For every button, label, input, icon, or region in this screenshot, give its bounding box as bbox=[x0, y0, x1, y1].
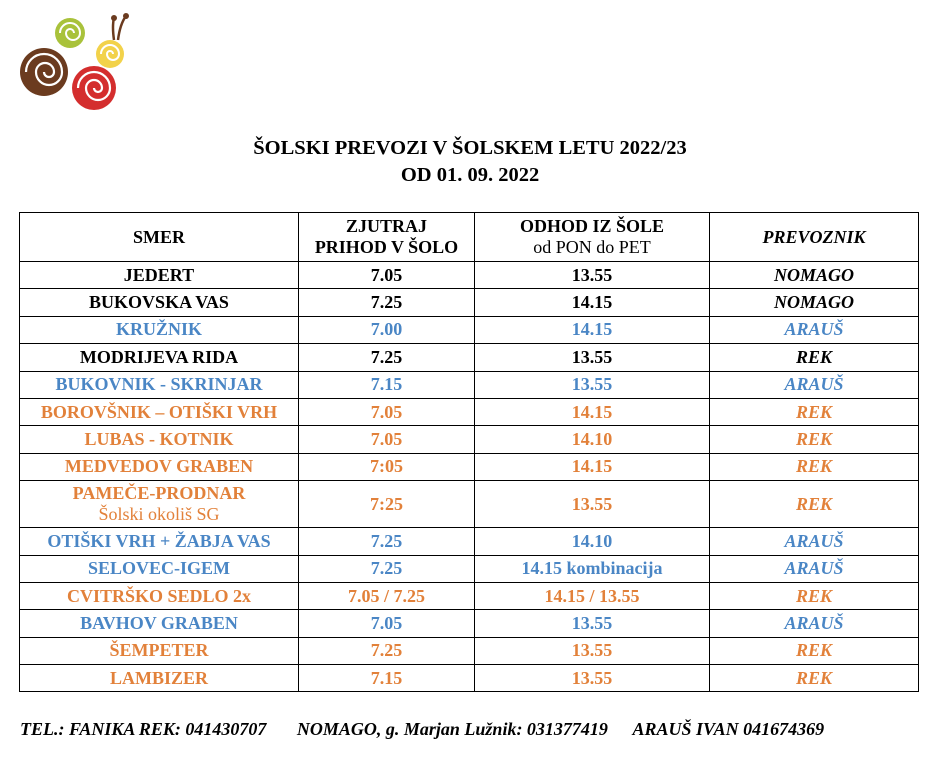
route-cell-text: ŠEMPETER bbox=[109, 640, 209, 661]
route-cell-text: PAMEČE-PRODNAR bbox=[72, 483, 246, 504]
route-cell-text: BUKOVSKA VAS bbox=[89, 292, 229, 313]
departure-cell-text: 14.15 / 13.55 bbox=[544, 585, 640, 606]
snail-spirals-logo-icon bbox=[14, 8, 136, 112]
route-cell-text: JEDERT bbox=[123, 264, 195, 285]
table-header-row bbox=[20, 213, 919, 262]
departure-cell-text: 14.10 bbox=[571, 429, 613, 450]
departure-cell bbox=[475, 610, 710, 637]
departure-cell-text: 13.55 bbox=[571, 374, 613, 395]
route-cell-text: BAVHOV GRABEN bbox=[80, 612, 238, 633]
morning-cell-text: 7:05 bbox=[370, 456, 403, 477]
morning-cell bbox=[299, 316, 475, 343]
carrier-cell bbox=[710, 528, 919, 555]
departure-cell-text: 13.55 bbox=[571, 264, 613, 285]
departure-cell bbox=[475, 555, 710, 582]
morning-cell bbox=[299, 262, 475, 289]
route-cell bbox=[20, 453, 299, 480]
morning-cell bbox=[299, 398, 475, 425]
table-row bbox=[20, 582, 919, 609]
morning-cell-text: 7.25 bbox=[370, 292, 403, 313]
morning-cell-text: 7:25 bbox=[370, 493, 403, 514]
header-smer: SMER bbox=[20, 213, 299, 262]
carrier-cell-text: REK bbox=[795, 667, 833, 688]
morning-cell bbox=[299, 582, 475, 609]
header-morning-line1: ZJUTRAJ bbox=[345, 216, 427, 236]
route-cell-text: BUKOVNIK - SKRINJAR bbox=[55, 374, 263, 395]
carrier-cell bbox=[710, 398, 919, 425]
morning-cell-text: 7.05 bbox=[370, 401, 403, 422]
route-cell bbox=[20, 610, 299, 637]
route-cell bbox=[20, 637, 299, 664]
header-carrier: PREVOZNIK bbox=[710, 213, 919, 262]
carrier-cell-text: REK bbox=[795, 493, 833, 514]
carrier-cell bbox=[710, 610, 919, 637]
header-departure bbox=[475, 213, 710, 262]
morning-cell-text: 7.25 bbox=[370, 346, 403, 367]
departure-cell bbox=[475, 582, 710, 609]
route-cell bbox=[20, 398, 299, 425]
header-morning bbox=[299, 213, 475, 262]
carrier-cell bbox=[710, 453, 919, 480]
table-row bbox=[20, 637, 919, 664]
morning-cell bbox=[299, 426, 475, 453]
footer-contacts bbox=[20, 719, 950, 740]
morning-cell-text: 7.05 bbox=[370, 612, 403, 633]
departure-cell-text: 14.15 kombinacija bbox=[521, 558, 663, 579]
route-cell-text: KRUŽNIK bbox=[115, 319, 202, 340]
morning-cell bbox=[299, 344, 475, 371]
table-row bbox=[20, 610, 919, 637]
route-cell-text: BOROVŠNIK – OTIŠKI VRH bbox=[40, 401, 278, 422]
departure-cell bbox=[475, 316, 710, 343]
departure-cell bbox=[475, 481, 710, 528]
morning-cell-text: 7.05 / 7.25 bbox=[347, 585, 425, 606]
carrier-cell bbox=[710, 371, 919, 398]
table-row bbox=[20, 316, 919, 343]
departure-cell-text: 14.15 bbox=[571, 456, 613, 477]
departure-cell-text: 14.15 bbox=[571, 319, 613, 340]
table-row bbox=[20, 398, 919, 425]
page-subtitle-date: OD 01. 09. 2022 bbox=[400, 164, 540, 186]
morning-cell bbox=[299, 637, 475, 664]
carrier-cell bbox=[710, 637, 919, 664]
carrier-cell-text: ARAUŠ bbox=[784, 319, 844, 340]
route-cell bbox=[20, 344, 299, 371]
route-cell-text: MEDVEDOV GRABEN bbox=[64, 456, 254, 477]
carrier-cell bbox=[710, 316, 919, 343]
table-row bbox=[20, 289, 919, 316]
departure-cell-text: 14.15 bbox=[571, 292, 613, 313]
header-departure-line1: ODHOD IZ ŠOLE bbox=[519, 216, 665, 236]
morning-cell bbox=[299, 610, 475, 637]
table-row bbox=[20, 426, 919, 453]
carrier-cell-text: REK bbox=[795, 401, 833, 422]
table-row bbox=[20, 528, 919, 555]
morning-cell-text: 7.15 bbox=[370, 374, 403, 395]
morning-cell-text: 7.05 bbox=[370, 264, 403, 285]
footer-contact-nomago: NOMAGO, g. Marjan Lužnik: 031377419 bbox=[296, 719, 608, 739]
departure-cell bbox=[475, 453, 710, 480]
page-title: ŠOLSKI PREVOZI V ŠOLSKEM LETU 2022/23 bbox=[253, 137, 687, 159]
route-cell bbox=[20, 555, 299, 582]
morning-cell bbox=[299, 555, 475, 582]
departure-cell bbox=[475, 344, 710, 371]
route-cell-text: LAMBIZER bbox=[109, 667, 208, 688]
departure-cell bbox=[475, 426, 710, 453]
route-cell-text: MODRIJEVA RIDA bbox=[79, 346, 239, 367]
morning-cell bbox=[299, 453, 475, 480]
route-note: Šolski okoliš SG bbox=[98, 504, 220, 525]
departure-cell-text: 14.10 bbox=[571, 530, 613, 551]
departure-cell bbox=[475, 262, 710, 289]
route-cell bbox=[20, 528, 299, 555]
carrier-cell-text: NOMAGO bbox=[773, 264, 854, 285]
departure-cell bbox=[475, 528, 710, 555]
departure-cell-text: 13.55 bbox=[571, 667, 613, 688]
route-cell bbox=[20, 316, 299, 343]
carrier-cell-text: ARAUŠ bbox=[784, 374, 844, 395]
morning-cell bbox=[299, 528, 475, 555]
carrier-cell bbox=[710, 262, 919, 289]
departure-cell bbox=[475, 289, 710, 316]
route-cell-text: CVITRŠKO SEDLO 2x bbox=[66, 585, 252, 606]
header-departure-line2: od PON do PET bbox=[533, 237, 651, 257]
carrier-cell bbox=[710, 289, 919, 316]
footer-contact-araus: ARAUŠ IVAN 041674369 bbox=[632, 719, 825, 739]
departure-cell bbox=[475, 637, 710, 664]
departure-cell-text: 13.55 bbox=[571, 346, 613, 367]
route-cell-text: SELOVEC-IGEM bbox=[87, 558, 231, 579]
departure-cell bbox=[475, 398, 710, 425]
morning-cell-text: 7.25 bbox=[370, 640, 403, 661]
table-row bbox=[20, 371, 919, 398]
route-cell bbox=[20, 371, 299, 398]
header-morning-line2: PRIHOD V ŠOLO bbox=[314, 237, 459, 257]
carrier-cell-text: REK bbox=[795, 346, 833, 367]
morning-cell bbox=[299, 289, 475, 316]
carrier-cell bbox=[710, 582, 919, 609]
schedule-table bbox=[19, 212, 919, 692]
departure-cell-text: 14.15 bbox=[571, 401, 613, 422]
table-row bbox=[20, 665, 919, 692]
table-row bbox=[20, 262, 919, 289]
morning-cell-text: 7.15 bbox=[370, 667, 403, 688]
route-cell bbox=[20, 426, 299, 453]
carrier-cell bbox=[710, 426, 919, 453]
route-cell bbox=[20, 262, 299, 289]
carrier-cell bbox=[710, 555, 919, 582]
route-cell bbox=[20, 481, 299, 528]
carrier-cell-text: ARAUŠ bbox=[784, 612, 844, 633]
carrier-cell-text: REK bbox=[795, 429, 833, 450]
departure-cell bbox=[475, 371, 710, 398]
carrier-cell-text: REK bbox=[795, 585, 833, 606]
route-cell-text: OTIŠKI VRH + ŽABJA VAS bbox=[47, 530, 271, 551]
departure-cell-text: 13.55 bbox=[571, 493, 613, 514]
route-cell bbox=[20, 665, 299, 692]
table-row bbox=[20, 481, 919, 528]
footer-contact-rek: TEL.: FANIKA REK: 041430707 bbox=[20, 719, 267, 739]
departure-cell-text: 13.55 bbox=[571, 640, 613, 661]
morning-cell-text: 7.25 bbox=[370, 558, 403, 579]
morning-cell-text: 7.00 bbox=[370, 319, 403, 340]
table-row bbox=[20, 453, 919, 480]
morning-cell-text: 7.25 bbox=[370, 530, 403, 551]
carrier-cell-text: REK bbox=[795, 456, 833, 477]
carrier-cell bbox=[710, 481, 919, 528]
carrier-cell-text: NOMAGO bbox=[773, 292, 854, 313]
route-cell bbox=[20, 582, 299, 609]
morning-cell-text: 7.05 bbox=[370, 429, 403, 450]
morning-cell bbox=[299, 371, 475, 398]
carrier-cell-text: ARAUŠ bbox=[784, 558, 844, 579]
route-cell-text: LUBAS - KOTNIK bbox=[84, 429, 234, 450]
departure-cell bbox=[475, 665, 710, 692]
morning-cell bbox=[299, 665, 475, 692]
carrier-cell-text: REK bbox=[795, 640, 833, 661]
route-cell bbox=[20, 289, 299, 316]
departure-cell-text: 13.55 bbox=[571, 612, 613, 633]
table-row bbox=[20, 344, 919, 371]
carrier-cell-text: ARAUŠ bbox=[784, 530, 844, 551]
carrier-cell bbox=[710, 665, 919, 692]
table-row bbox=[20, 555, 919, 582]
carrier-cell bbox=[710, 344, 919, 371]
morning-cell bbox=[299, 481, 475, 528]
